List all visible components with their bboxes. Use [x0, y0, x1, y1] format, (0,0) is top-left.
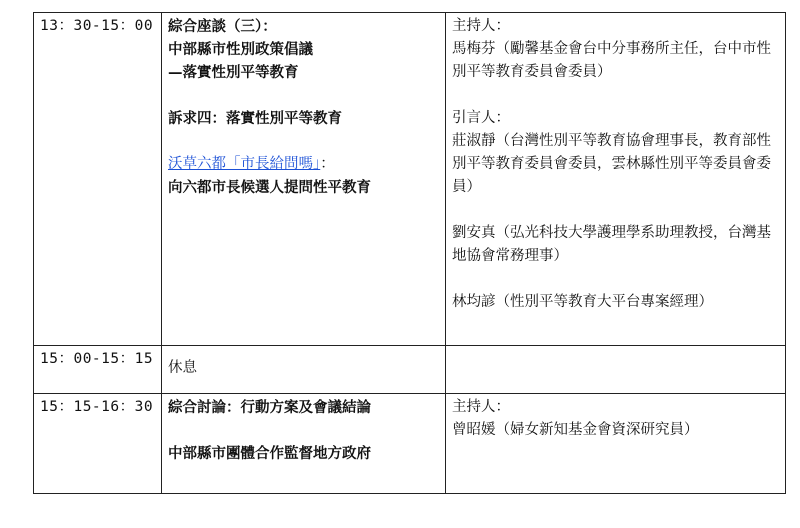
session-subtitle: 中部縣市性別政策倡議 [168, 41, 313, 58]
host-name: 曾昭媛（婦女新知基金會資深研究員） [452, 422, 699, 438]
session-title: 綜合座談（三）： [168, 18, 277, 35]
time-cell [34, 13, 162, 346]
host-label: 主持人： [452, 18, 510, 34]
time-cell [34, 346, 162, 394]
time-cell [34, 394, 162, 494]
speaker-1: 莊淑靜（台灣性別平等教育協會理事長，教育部性別平等教育委員會委員，雲林縣性別平等委員會委員） [452, 133, 771, 195]
intro-label: 引言人： [452, 110, 510, 126]
people-cell [446, 13, 786, 346]
people-cell [446, 346, 786, 394]
break-text: 休息 [168, 360, 197, 376]
people-cell [446, 394, 786, 494]
table-row [34, 13, 786, 346]
host-label: 主持人： [452, 399, 510, 415]
topic-cell [162, 13, 446, 346]
question-line: 向六都市長候選人提問性平教育 [168, 179, 371, 196]
speaker-2: 劉安真（弘光科技大學護理學系助理教授，台灣基地協會常務理事） [452, 225, 771, 264]
topic-cell [162, 346, 446, 394]
time-text: 15：00-15：15 [40, 351, 154, 367]
table-row [34, 346, 786, 394]
time-text: 15：15-16：30 [40, 399, 154, 415]
session-subtitle: 中部縣市團體合作監督地方政府 [168, 445, 371, 462]
vote-question-link[interactable]: 沃草六都「市長給問嗎」 [168, 156, 321, 172]
time-text: 13：30-15：00 [40, 18, 154, 34]
table-row [34, 394, 786, 494]
speaker-3: 林均諺（性別平等教育大平台專案經理） [452, 294, 713, 310]
host-name: 馬梅芬（勵馨基金會台中分事務所主任，台中市性別平等教育委員會委員） [452, 41, 771, 80]
topic-cell [162, 394, 446, 494]
session-title: 綜合討論：行動方案及會議結論 [168, 399, 371, 416]
link-line [168, 153, 439, 176]
agenda-table [33, 12, 786, 494]
link-suffix: ： [320, 156, 335, 172]
session-subtitle-2: —落實性別平等教育 [168, 64, 299, 81]
appeal-text: 訴求四：落實性別平等教育 [168, 110, 342, 127]
